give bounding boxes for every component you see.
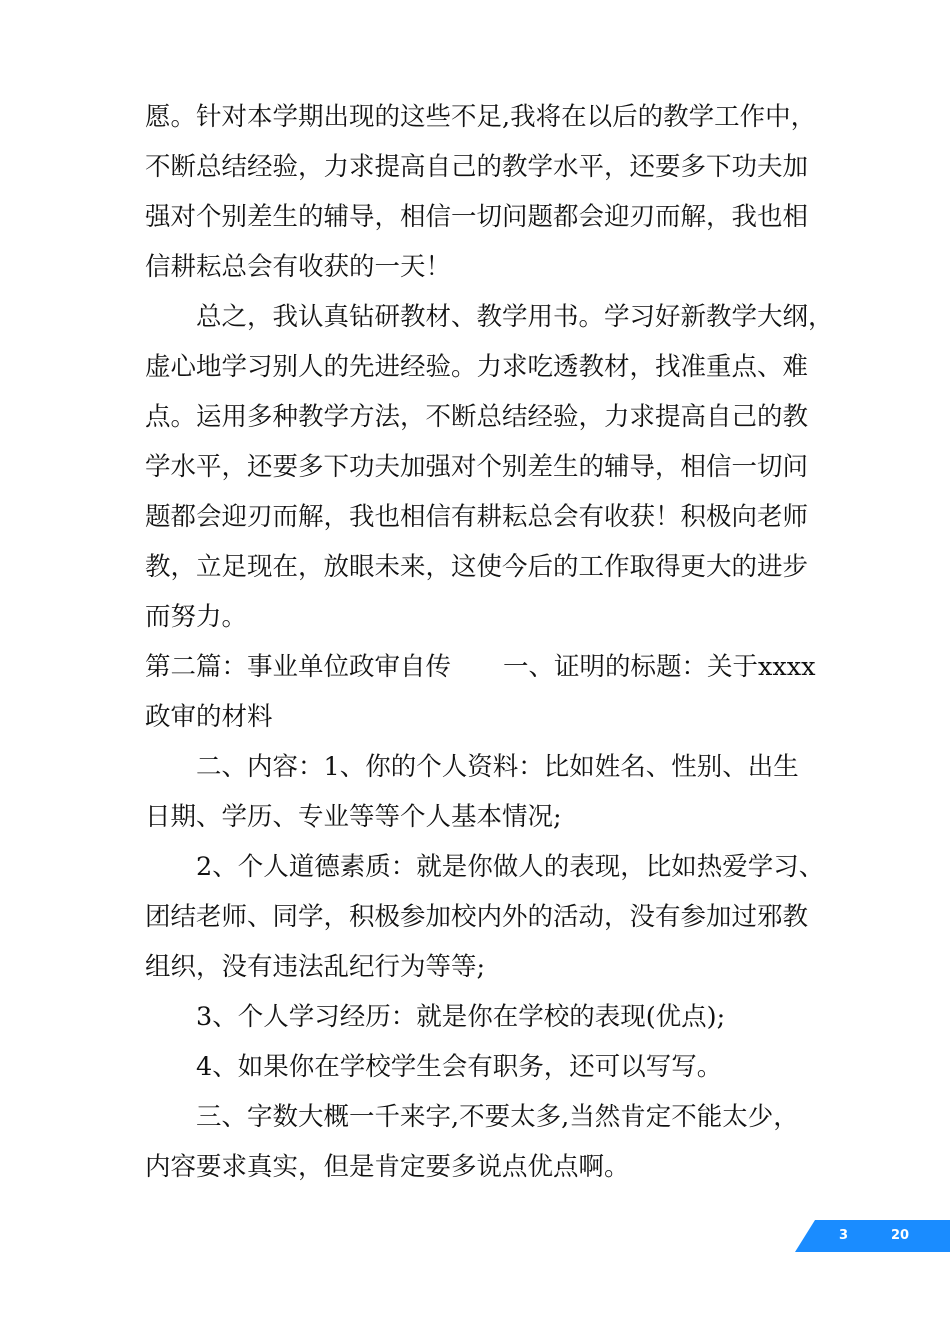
text-line: 虚心地学习别人的先进经验。力求吃透教材，找准重点、难 <box>145 352 809 382</box>
page-total: 20 <box>891 1228 910 1243</box>
text-line: 信耕耘总会有收获的一天！ <box>145 252 452 282</box>
text-line: 二、内容：1、你的个人资料：比如姓名、性别、出生 <box>196 752 799 782</box>
text-line: 教，立足现在，放眼未来，这使今后的工作取得更大的进步 <box>145 552 809 582</box>
text-line: 三、字数大概一千来字,不要太多,当然肯定不能太少， <box>196 1102 799 1132</box>
text-line: 4、如果你在学校学生会有职务，还可以写写。 <box>196 1052 723 1082</box>
page-number: 3 <box>839 1228 849 1243</box>
text-line: 强对个别差生的辅导，相信一切问题都会迎刃而解，我也相 <box>145 202 809 232</box>
item-4 <box>145 1042 810 1092</box>
text-line: 日期、学历、专业等等个人基本情况; <box>145 802 562 832</box>
section-title-rest: 一、证明的标题：关于xxxx <box>503 652 816 682</box>
footer-accent-shape <box>795 1220 950 1252</box>
text-line: 学水平，还要多下功夫加强对个别差生的辅导，相信一切问 <box>145 452 809 482</box>
text-line: 内容要求真实，但是肯定要多说点优点啊。 <box>145 1152 630 1182</box>
item-5 <box>145 1092 810 1192</box>
section-title-line <box>145 642 816 692</box>
text-line: 2、个人道德素质：就是你做人的表现，比如热爱学习、 <box>196 852 825 882</box>
text-line: 组织，没有违法乱纪行为等等; <box>145 952 486 982</box>
page-footer <box>795 1220 950 1252</box>
text-line: 3、个人学习经历：就是你在学校的表现(优点); <box>196 1002 726 1032</box>
text-line: 题都会迎刃而解，我也相信有耕耘总会有收获！积极向老师 <box>145 502 809 532</box>
text-line: 不断总结经验，力求提高自己的教学水平，还要多下功夫加 <box>145 152 809 182</box>
document-body <box>145 92 834 1192</box>
paragraph-1 <box>145 92 817 292</box>
text-line: 点。运用多种教学方法，不断总结经验，力求提高自己的教 <box>145 402 809 432</box>
text-line: 愿。针对本学期出现的这些不足,我将在以后的教学工作中， <box>145 102 817 132</box>
item-2 <box>145 842 825 992</box>
text-line: 总之，我认真钻研教材、教学用书。学习好新教学大纲， <box>196 302 834 332</box>
text-line: 团结老师、同学，积极参加校内外的活动，没有参加过邪教 <box>145 902 809 932</box>
section-title: 第二篇：事业单位政审自传 <box>145 652 452 682</box>
text-line: 政审的材料 <box>145 702 273 732</box>
paragraph-2 <box>145 292 834 642</box>
item-1 <box>145 742 810 842</box>
item-3 <box>145 992 810 1042</box>
text-line: 而努力。 <box>145 602 248 632</box>
footer-banner <box>795 1220 950 1252</box>
section-heading <box>145 642 816 742</box>
